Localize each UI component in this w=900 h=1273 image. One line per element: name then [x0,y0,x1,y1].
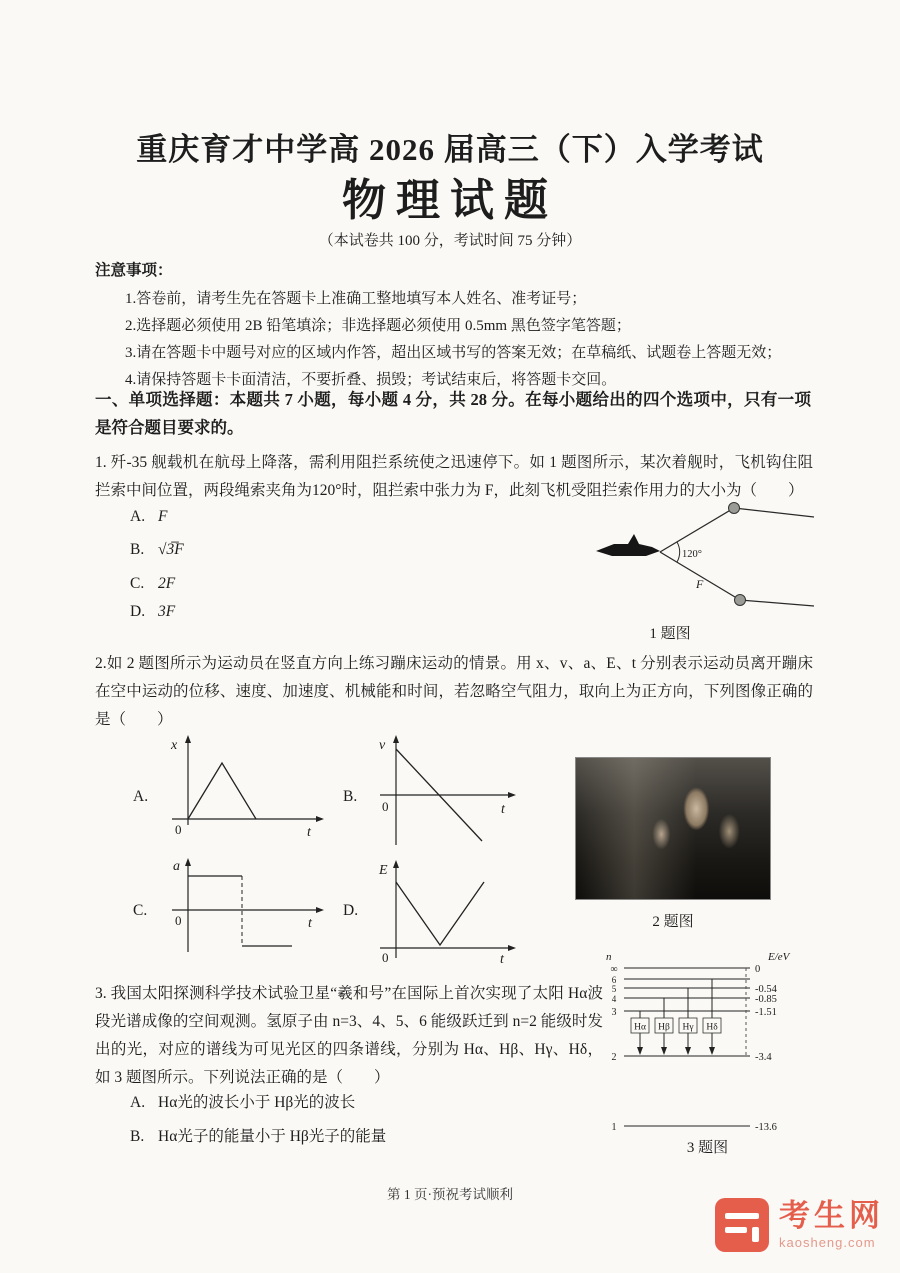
graph-b-x-label: t [501,802,505,817]
upper-cable-extension [734,508,814,517]
e-4-value: -0.85 [755,994,777,1005]
kaosheng-logo-icon [715,1198,769,1252]
figure-3-energy-levels [600,948,815,1134]
notice-item-3: 3.请在答题卡中题号对应的区域内作答，超出区域书写的答案无效；在草稿纸、试题卷上答题无效； [125,345,782,361]
e-1-value: -13.6 [755,1122,777,1133]
graph-a-x-arrow [316,816,324,822]
exam-meta: （本试卷共 100 分，考试时间 75 分钟） [318,233,582,249]
h-beta-arrowhead [661,1047,667,1055]
q2-option-c-label: C. [133,902,148,919]
watermark-text-block [779,1199,884,1250]
lower-pulley-circle [735,595,746,606]
exam-title: 重庆育才中学高 2026 届高三（下）入学考试 [136,132,764,167]
watermark-brand: 考生网 [779,1198,884,1234]
logo-bar-top [725,1213,759,1219]
graph-a-displacement-time [158,733,328,845]
q1-option-a-value: F [158,508,168,525]
q1-option-b-value: √3̅F [158,541,184,558]
graph-d-x-label: t [500,952,504,967]
angle-label: 120° [682,549,702,560]
q3-option-a-label: A. [130,1094,146,1111]
question-1-stem: 1. 歼-35 舰载机在航母上降落，需利用阻拦系统使之迅速停下。如 1 题图所示，某次着舰时，飞机钩住阻拦索中间位置，两段绳索夹角为120°时，阻拦索中张力为 F，此刻飞机受阻拦索作用力的大小为（ ） [95,454,813,499]
logo-bar-left [725,1227,747,1233]
q3-option-b-text: Hα光子的能量小于 Hβ光子的能量 [158,1128,387,1145]
logo-bar-right [752,1227,759,1242]
h-beta-label: Hβ [658,1022,670,1033]
graph-d-x-arrow [508,945,516,951]
e-2-value: -3.4 [755,1052,772,1063]
figure-1-arresting-cable [588,494,816,620]
q1-option-c-label: C. [130,575,145,592]
graph-c-acceleration-time [158,856,328,964]
n-4-label: 4 [611,994,617,1004]
figure-1-caption: 1 题图 [649,626,691,642]
q3-option-a-text: Hα光的波长小于 Hβ光的波长 [158,1094,356,1111]
h-gamma-label: Hγ [682,1022,694,1033]
e-infinity-value: 0 [755,964,761,975]
notice-heading: 注意事项： [95,262,173,279]
q1-option-d [130,603,175,621]
graph-a-origin: 0 [175,822,182,837]
graph-b-x-arrow [508,792,516,798]
q1-option-c [130,575,175,593]
n-6-label: 6 [611,975,617,985]
q1-option-a-label: A. [130,508,146,525]
graph-a-curve [188,763,256,819]
graph-d-y-arrow [393,860,399,868]
q3-option-a [130,1090,355,1112]
n-2-label: 2 [611,1052,617,1063]
graph-b-origin: 0 [382,799,389,814]
e-axis-label: E/eV [768,951,790,963]
n-1-label: 1 [611,1122,617,1133]
q1-option-b-label: B. [130,541,145,558]
figure-3-caption: 3 题图 [686,1140,729,1156]
e-5-value: -0.54 [755,984,777,995]
notice-item-1: 1.答卷前，请考生先在答题卡上准确工整地填写本人姓名、准考证号； [125,291,587,307]
trampoline-photo [575,757,771,900]
graph-b-velocity-time [370,733,520,851]
q1-option-c-value: 2F [158,575,176,592]
notice-item-2: 2.选择题必须使用 2B 铅笔填涂；非选择题必须使用 0.5mm 黑色签字笔答题； [125,318,631,334]
graph-a-y-arrow [185,735,191,743]
tension-label: F [696,577,704,591]
kaosheng-watermark [715,1198,884,1252]
h-delta-arrowhead [709,1047,715,1055]
logo-background [715,1198,769,1252]
q1-option-b [130,541,184,559]
q1-option-d-value: 3F [158,603,176,620]
graph-c-y-label: a [173,859,180,874]
notice-item-4: 4.请保持答题卡卡面清洁，不要折叠、损毁；考试结束后，将答题卡交回。 [125,372,617,388]
lower-cable-extension [740,600,814,606]
graph-a-y-label: x [171,738,178,753]
graph-c-origin: 0 [175,913,182,928]
q2-option-d-label: D. [343,902,359,919]
n-axis-label: n [606,951,612,963]
graph-c-y-arrow [185,858,191,866]
graph-d-curve [396,882,484,945]
graph-a-x-label: t [307,825,311,840]
question-2-stem: 2.如 2 题图所示为运动员在竖直方向上练习蹦床运动的情景。用 x、v、a、E、t 分别表示运动员离开蹦床在空中运动的位移、速度、加速度、机械能和时间，若忽略空气阻力，取向上为正方向，下列图像正确的是（ ） [95,655,813,728]
angle-arc [677,542,680,562]
upper-cable-line [660,508,734,552]
graph-b-y-arrow [393,735,399,743]
n-3-label: 3 [611,1007,617,1018]
q3-option-b [130,1124,386,1146]
h-alpha-label: Hα [634,1022,646,1033]
section-1-heading: 一、单项选择题：本题共 7 小题，每小题 4 分，共 28 分。在每小题给出的四个选项中，只有一项是符合题目要求的。 [95,390,811,437]
h-delta-label: Hδ [706,1022,718,1033]
subject-title: 物理试题 [342,176,558,225]
question-3-stem: 3. 我国太阳探测科学技术试验卫星“羲和号”在国际上首次实现了太阳 Hα波段光谱成像的空间观测。氢原子由 n=3、4、5、6 能级跃迁到 n=2 能级时发出的光，对应的谱线为可见光区的四条谱线，分别为 Hα、Hβ、Hγ、Hδ，如 3 题图所示。下列说法正确的是（ ） [95,985,603,1086]
graph-c-x-arrow [316,907,324,913]
q2-option-a-label: A. [133,788,149,805]
h-alpha-arrowhead [637,1047,643,1055]
fighter-jet-silhouette [596,534,660,556]
figure-2-caption: 2 题图 [652,914,694,930]
graph-d-energy-time [370,858,520,966]
graph-c-x-label: t [308,916,312,931]
q3-option-b-label: B. [130,1128,145,1145]
n-5-label: 5 [611,984,617,994]
h-gamma-arrowhead [685,1047,691,1055]
page-footer: 第 1 页·预祝考试顺利 [387,1187,513,1202]
watermark-site: kaosheng.com [779,1235,876,1251]
q2-option-b-label: B. [343,788,358,805]
q1-option-d-label: D. [130,603,146,620]
q1-option-a [130,508,167,526]
n-infinity-label: ∞ [610,964,618,975]
graph-d-origin: 0 [382,950,389,965]
graph-d-y-label: E [379,863,388,878]
e-3-value: -1.51 [755,1007,777,1018]
upper-pulley-circle [729,503,740,514]
graph-b-y-label: v [379,738,386,753]
